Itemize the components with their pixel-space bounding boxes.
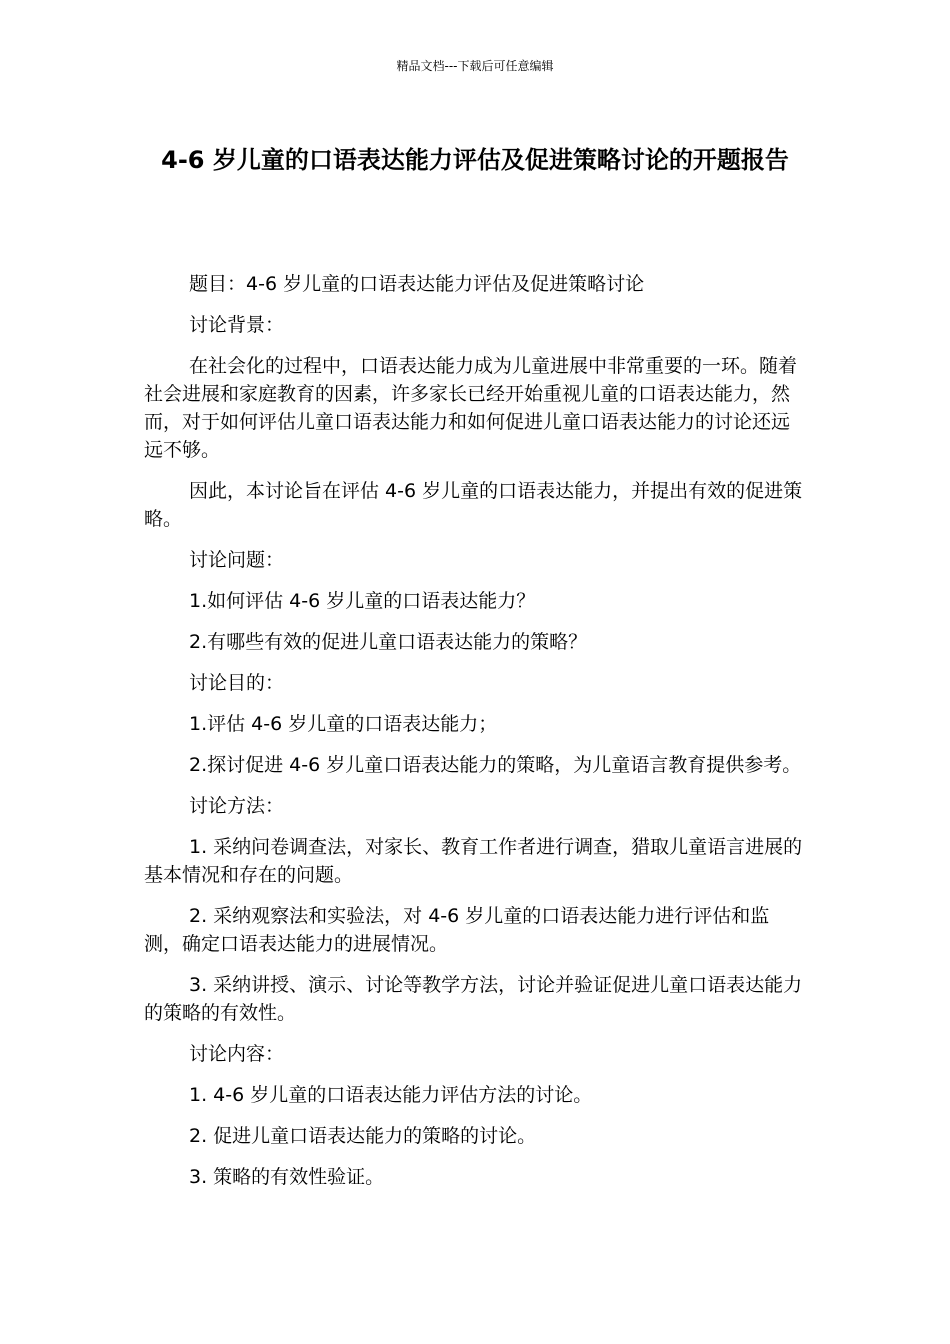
question-item-2: 2.有哪些有效的促进儿童口语表达能力的策略？ (189, 631, 588, 653)
question-item-1: 1.如何评估 4-6 岁儿童的口语表达能力？ (189, 590, 536, 612)
method-item-1: 1. 采纳问卷调查法，对家长、教育工作者进行调查，猎取儿童语言进展的基本情况和存在的问题。 (144, 836, 803, 886)
content-item-1: 1. 4-6 岁儿童的口语表达能力评估方法的讨论。 (189, 1084, 593, 1106)
paragraph-aim: 因此，本讨论旨在评估 4-6 岁儿童的口语表达能力，并提出有效的促进策略。 (144, 480, 803, 530)
method-item-3: 3. 采纳讲授、演示、讨论等教学方法，讨论并验证促进儿童口语表达能力的策略的有效性。 (144, 974, 803, 1024)
heading-methods: 讨论方法： (189, 795, 285, 817)
objective-item-2: 2.探讨促进 4-6 岁儿童口语表达能力的策略，为儿童语言教育提供参考。 (189, 754, 802, 776)
heading-background: 讨论背景： (189, 314, 285, 336)
method-item-2: 2. 采纳观察法和实验法，对 4-6 岁儿童的口语表达能力进行评估和监测，确定口语表达能力的进展情况。 (144, 905, 770, 955)
heading-questions: 讨论问题： (189, 549, 285, 571)
paragraph-background: 在社会化的过程中，口语表达能力成为儿童进展中非常重要的一环。随着社会进展和家庭教育的因素，许多家长已经开始重视儿童的口语表达能力，然而，对于如何评估儿童口语表达能力和如何促进儿童口语表达能力的讨论还远远不够。 (144, 355, 798, 461)
document-title: 4-6 岁儿童的口语表达能力评估及促进策略讨论的开题报告 (161, 146, 789, 174)
document-body (144, 270, 804, 1204)
header-note: 精品文档---下载后可任意编辑 (396, 59, 554, 73)
objective-item-1: 1.评估 4-6 岁儿童的口语表达能力； (189, 713, 498, 735)
content-item-3: 3. 策略的有效性验证。 (189, 1166, 385, 1188)
heading-content: 讨论内容： (189, 1043, 285, 1065)
content-item-2: 2. 促进儿童口语表达能力的策略的讨论。 (189, 1125, 537, 1147)
paragraph-topic: 题目：4-6 岁儿童的口语表达能力评估及促进策略讨论 (189, 273, 645, 295)
heading-objectives: 讨论目的： (189, 672, 285, 694)
